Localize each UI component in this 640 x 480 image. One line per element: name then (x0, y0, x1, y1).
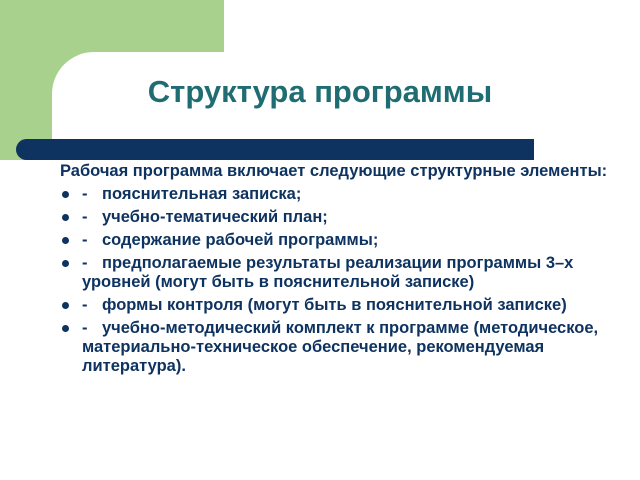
slide-content (60, 162, 620, 380)
intro-paragraph: Рабочая программа включает следующие структурные элементы: (60, 162, 608, 180)
bullet-dot-icon (62, 325, 69, 332)
item-text: предполагаемые результаты реализации программы 3–х уровней (могут быть в пояснительной записке) (82, 254, 574, 291)
item-dash: - (82, 296, 88, 314)
item-text: формы контроля (могут быть в пояснительной записке) (102, 296, 567, 314)
item-text: учебно-тематический план; (102, 208, 328, 226)
bullet-dot-icon (62, 191, 69, 198)
title-underline-bar (16, 139, 534, 160)
bullet-dot-icon (62, 214, 69, 221)
list-item (60, 208, 620, 227)
bullet-dot-icon (62, 237, 69, 244)
item-text: пояснительная записка; (102, 185, 302, 203)
list-item (60, 296, 620, 315)
list-item (60, 254, 620, 292)
bullet-dot-icon (62, 302, 69, 309)
item-dash: - (82, 185, 88, 203)
bullet-dot-icon (62, 260, 69, 267)
list-item (60, 231, 620, 250)
item-text: учебно-методический комплект к программе (методическое, материально-техническое обеспечение, рекомендуемая литература). (82, 319, 599, 375)
item-dash: - (82, 231, 88, 249)
item-dash: - (82, 208, 88, 226)
slide-title: Структура программы (147, 74, 493, 109)
list-item (60, 185, 620, 204)
item-dash: - (82, 319, 88, 337)
green-side-band (0, 0, 52, 160)
structure-list (60, 185, 620, 376)
item-dash: - (82, 254, 88, 272)
item-text: содержание рабочей программы; (102, 231, 379, 249)
list-item (60, 319, 620, 376)
